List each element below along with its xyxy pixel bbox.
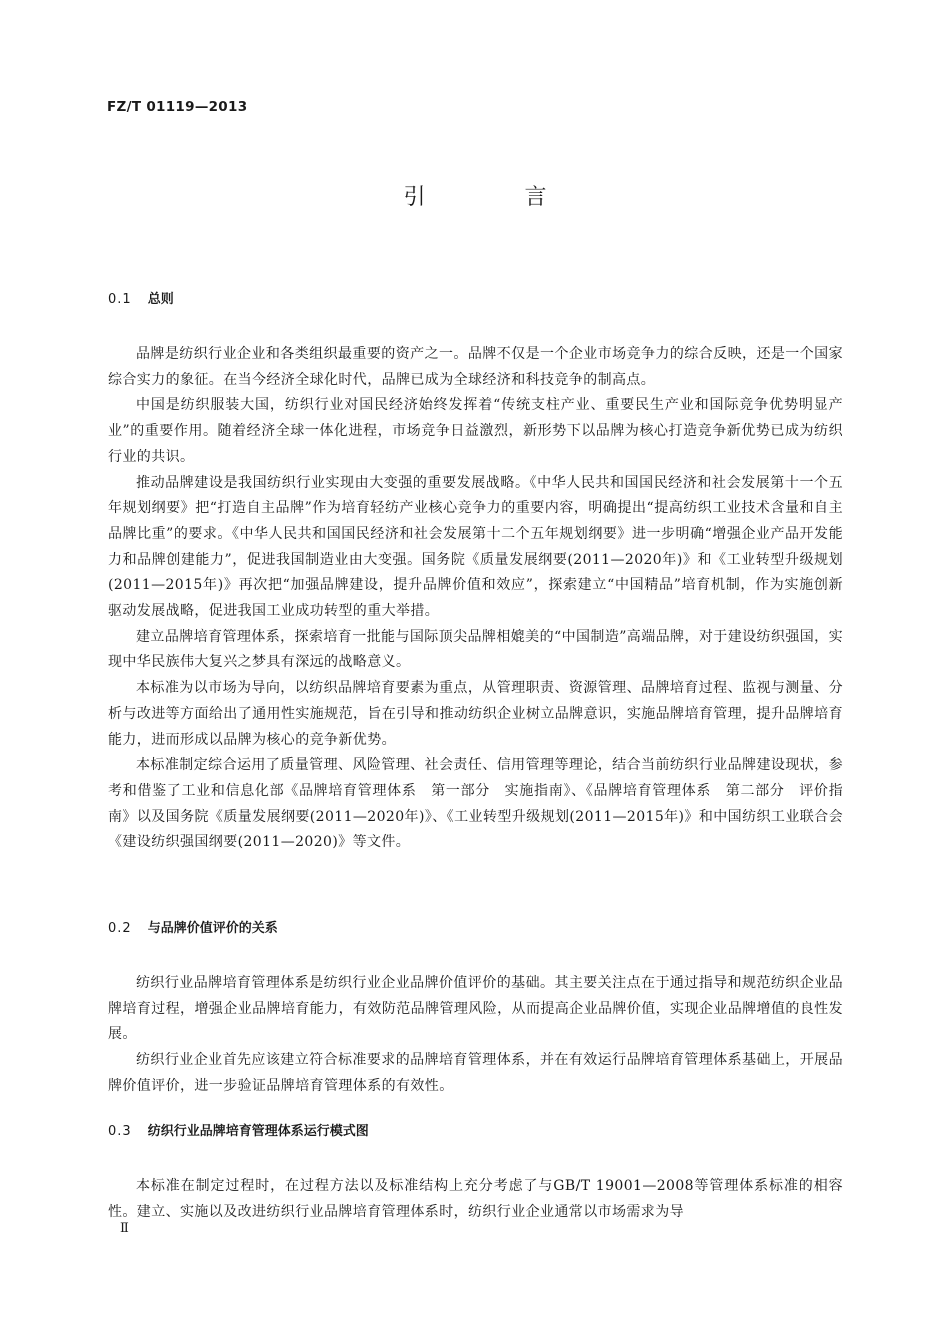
section-title: 与品牌价值评价的关系 — [147, 921, 278, 936]
section-heading — [108, 1122, 843, 1142]
section-heading — [108, 919, 843, 939]
paragraph: 中国是纺织服装大国，纺织行业对国民经济始终发挥着“传统支柱产业、重要民生产业和国际竞争优势明显产业”的重要作用。随着经济全球一体化进程，市场竞争日益激烈，新形势下以品牌为核心打造竞争新优势已成为纺织行业的共识。 — [108, 397, 843, 465]
section-heading — [108, 290, 843, 310]
section-body — [108, 1174, 843, 1225]
paragraph: 本标准为以市场为导向，以纺织品牌培育要素为重点，从管理职责、资源管理、品牌培育过程、监视与测量、分析与改进等方面给出了通用性实施规范，旨在引导和推动纺织企业树立品牌意识，实施品牌培育管理，提升品牌培育能力，进而形成以品牌为核心的竞争新优势。 — [108, 680, 843, 748]
section-title: 总则 — [147, 292, 174, 307]
paragraph: 本标准在制定过程时，在过程方法以及标准结构上充分考虑了与GB/T 19001—2008等管理体系标准的相容性。建立、实施以及改进纺织行业品牌培育管理体系时，纺织行业企业通常以市场需求为导 — [108, 1178, 843, 1220]
section-number: 0.3 — [108, 1124, 132, 1139]
standard-code: FZ/T 01119—2013 — [107, 99, 248, 115]
section-title: 纺织行业品牌培育管理体系运行模式图 — [147, 1124, 369, 1139]
paragraph: 品牌是纺织行业企业和各类组织最重要的资产之一。品牌不仅是一个企业市场竞争力的综合反映，还是一个国家综合实力的象征。在当今经济全球化时代，品牌已成为全球经济和科技竞争的制高点。 — [108, 346, 843, 388]
section-number: 0.1 — [108, 292, 132, 307]
section-number: 0.2 — [108, 921, 132, 936]
paragraph: 本标准制定综合运用了质量管理、风险管理、社会责任、信用管理等理论，结合当前纺织行业品牌建设现状，参考和借鉴了工业和信息化部《品牌培育管理体系 第一部分 实施指南》、《品牌培育管理体系 第二部分 评价指南》以及国务院《质量发展纲要(2011—2020年)》、《工业转型升级规划(2011—2015年)》和中国纺织工业联合会《建设纺织强国纲要(2011—2020)》等文件。 — [108, 757, 843, 851]
section-0-1 — [108, 290, 843, 856]
page-title: 引 言 — [403, 185, 593, 210]
paragraph: 纺织行业企业首先应该建立符合标准要求的品牌培育管理体系，并在有效运行品牌培育管理体系基础上，开展品牌价值评价，进一步验证品牌培育管理体系的有效性。 — [108, 1052, 843, 1094]
paragraph: 纺织行业品牌培育管理体系是纺织行业企业品牌价值评价的基础。其主要关注点在于通过指导和规范纺织企业品牌培育过程，增强企业品牌培育能力，有效防范品牌管理风险，从而提高企业品牌价值，实现企业品牌增值的良性发展。 — [108, 975, 843, 1043]
section-body — [108, 342, 843, 856]
section-0-2 — [108, 919, 843, 1100]
paragraph: 建立品牌培育管理体系，探索培育一批能与国际顶尖品牌相媲美的“中国制造”高端品牌，对于建设纺织强国，实现中华民族伟大复兴之梦具有深远的战略意义。 — [108, 628, 843, 671]
page-number: Ⅱ — [120, 1221, 129, 1236]
paragraph: 推动品牌建设是我国纺织行业实现由大变强的重要发展战略。《中华人民共和国国民经济和社会发展第十一个五年规划纲要》把“打造自主品牌”作为培育轻纺产业核心竞争力的重要内容，明确提出“提高纺织工业技术含量和自主品牌比重”的要求。《中华人民共和国国民经济和社会发展第十二个五年规划纲要》进一步明确“增强企业产品开发能力和品牌创建能力”，促进我国制造业由大变强。国务院《质量发展纲要(2011—2020年)》和《工业转型升级规划(2011—2015年)》再次把“加强品牌建设，提升品牌价值和效应”，探索建立“中国精品”培育机制，作为实施创新驱动发展战略，促进我国工业成功转型的重大举措。 — [108, 474, 843, 620]
section-0-3 — [108, 1122, 843, 1225]
section-body — [108, 971, 843, 1100]
